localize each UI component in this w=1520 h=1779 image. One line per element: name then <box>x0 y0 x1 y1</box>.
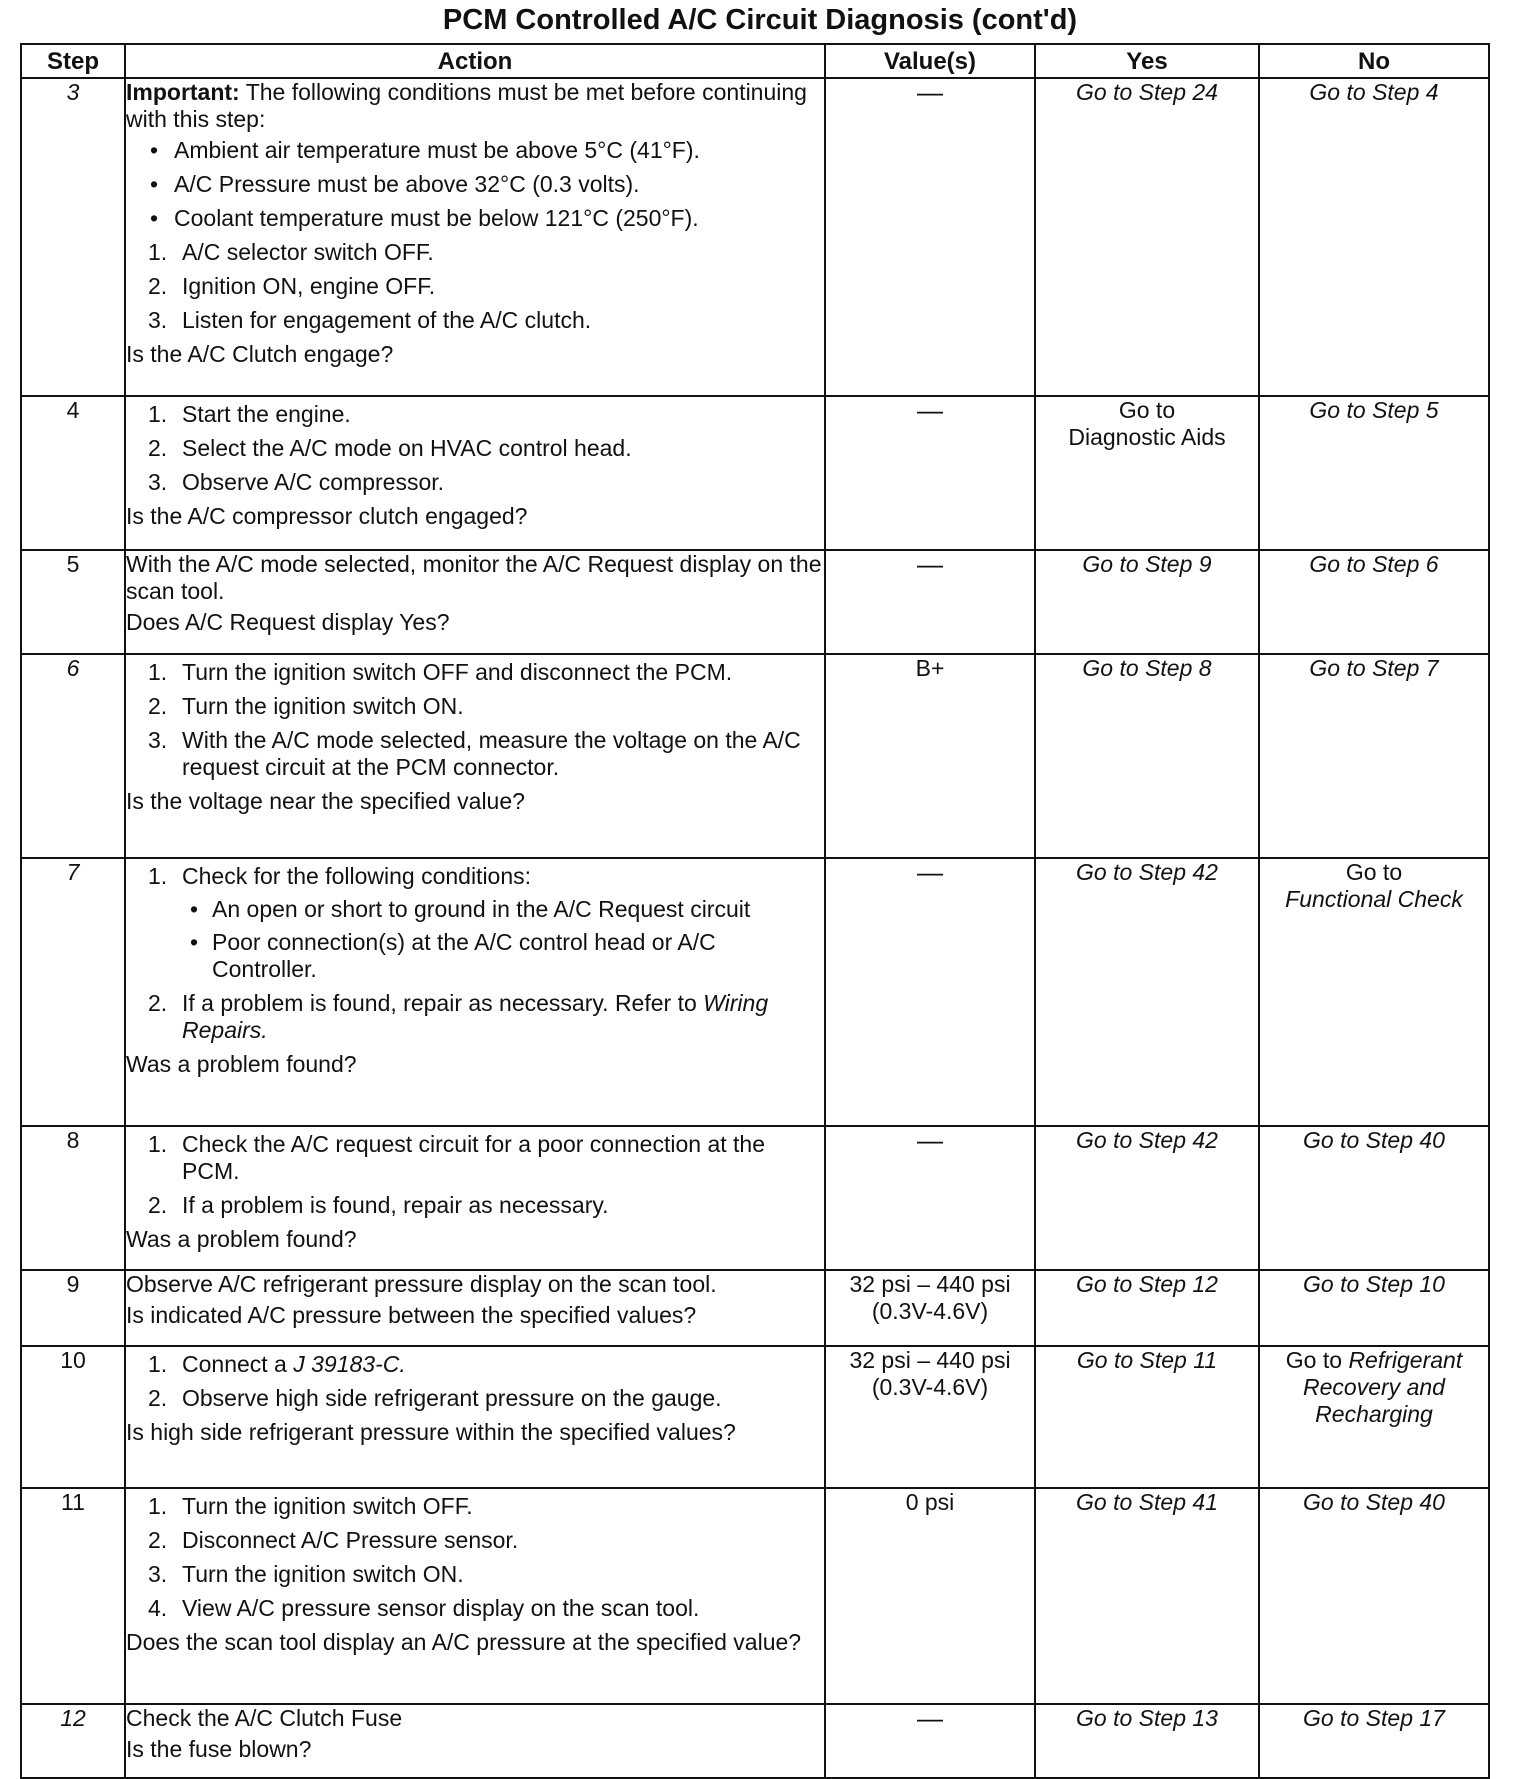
goto-link[interactable]: Go to Step 42 <box>1076 1127 1218 1153</box>
important-label: Important: <box>126 79 240 105</box>
question: Is the A/C Clutch engage? <box>126 341 394 367</box>
table-header-row <box>21 44 1489 78</box>
yes-cell <box>1035 78 1259 396</box>
value-cell: — <box>825 78 1035 396</box>
no-cell <box>1259 1704 1489 1778</box>
procedure-list <box>148 401 824 496</box>
question: Is the voltage near the specified value? <box>126 788 525 814</box>
no-cell <box>1259 550 1489 654</box>
step-number: 6 <box>21 654 125 858</box>
step-number: 5 <box>21 550 125 654</box>
goto-link[interactable]: Go to Step 41 <box>1076 1489 1218 1515</box>
yes-cell <box>1035 858 1259 1126</box>
step-number: 4 <box>21 396 125 550</box>
yes-cell <box>1035 550 1259 654</box>
value-cell: — <box>825 1704 1035 1778</box>
step-number: 11 <box>21 1488 125 1704</box>
no-cell <box>1259 396 1489 550</box>
header-yes: Yes <box>1035 44 1259 78</box>
no-cell <box>1259 78 1489 396</box>
list-item: • Coolant temperature must be below 121°C (250°F). <box>148 205 824 232</box>
yes-cell <box>1035 1488 1259 1704</box>
header-values: Value(s) <box>825 44 1035 78</box>
instruction: Observe A/C refrigerant pressure display on the scan tool. <box>126 1271 717 1297</box>
question: Is indicated A/C pressure between the specified values? <box>126 1302 697 1328</box>
value-cell: — <box>825 1126 1035 1270</box>
action-cell <box>125 1488 825 1704</box>
table-row <box>21 1270 1489 1346</box>
goto-link[interactable]: Go to Step 40 <box>1303 1127 1445 1153</box>
table-row <box>21 1704 1489 1778</box>
action-cell <box>125 654 825 858</box>
table-row <box>21 78 1489 396</box>
value-cell: B+ <box>825 654 1035 858</box>
goto-link[interactable]: Go to Step 42 <box>1076 859 1218 885</box>
no-cell <box>1259 1126 1489 1270</box>
list-item: 2. If a problem is found, repair as necessary. Refer to Wiring Repairs. <box>148 990 769 1043</box>
action-cell <box>125 1704 825 1778</box>
header-no: No <box>1259 44 1489 78</box>
list-item: 1. Turn the ignition switch OFF. <box>148 1493 473 1519</box>
goto-link[interactable]: Go to Step 6 <box>1309 551 1439 577</box>
action-cell <box>125 550 825 654</box>
condition-list <box>148 137 824 232</box>
action-cell <box>125 858 825 1126</box>
question: Was a problem found? <box>126 1051 357 1077</box>
list-item: 4. View A/C pressure sensor display on the scan tool. <box>148 1595 700 1621</box>
yes-cell <box>1035 1270 1259 1346</box>
step-number: 8 <box>21 1126 125 1270</box>
goto-link[interactable]: Go to Step 12 <box>1076 1271 1218 1297</box>
goto-link[interactable]: Go to Step 5 <box>1309 397 1439 423</box>
table-row <box>21 858 1489 1126</box>
question: Is high side refrigerant pressure within the specified values? <box>126 1419 736 1445</box>
no-cell <box>1259 858 1489 1126</box>
procedure-list <box>148 1493 824 1622</box>
table-row <box>21 396 1489 550</box>
list-item: • An open or short to ground in the A/C Request circuit <box>182 896 824 923</box>
value-cell: 32 psi – 440 psi (0.3V-4.6V) <box>825 1270 1035 1346</box>
value-cell: 0 psi <box>825 1488 1035 1704</box>
goto-link[interactable]: Go to Step 7 <box>1309 655 1439 681</box>
step-number: 12 <box>21 1704 125 1778</box>
no-cell <box>1259 1270 1489 1346</box>
goto-link[interactable]: Go to Step 4 <box>1309 79 1439 105</box>
instruction: With the A/C mode selected, monitor the A/C Request display on the scan tool. <box>126 551 822 604</box>
procedure-list <box>148 863 824 1044</box>
yes-cell <box>1035 1346 1259 1488</box>
tool-reference: J 39183-C. <box>293 1351 406 1377</box>
action-cell <box>125 1270 825 1346</box>
list-item: 1. Check for the following conditions: • An open or short to ground in the A/C Request circuit • Poor connection(s) at the A/C control head or A/C Controller. <box>148 863 824 983</box>
condition-list <box>182 896 824 983</box>
goto-link[interactable]: Go to Step 9 <box>1082 551 1212 577</box>
question: Is the fuse blown? <box>126 1736 312 1762</box>
goto-link[interactable]: Go to Step 40 <box>1303 1489 1445 1515</box>
list-item: 1. Turn the ignition switch OFF and disconnect the PCM. <box>148 659 733 685</box>
list-item: • Ambient air temperature must be above 5°C (41°F). <box>148 137 824 164</box>
procedure-list <box>148 1351 824 1412</box>
step-number: 7 <box>21 858 125 1126</box>
header-step: Step <box>21 44 125 78</box>
goto-link[interactable]: Go to Step 17 <box>1303 1705 1445 1731</box>
list-item: 3. Observe A/C compressor. <box>148 469 445 495</box>
list-item: 2. Turn the ignition switch ON. <box>148 693 464 719</box>
important-text: The following conditions must be met before continuing with this step: <box>126 79 807 132</box>
yes-cell <box>1035 1704 1259 1778</box>
table-row <box>21 1488 1489 1704</box>
goto-link[interactable]: Go to Refrigerant Recovery and Recharging <box>1285 1347 1463 1427</box>
goto-link[interactable]: Go to Step 24 <box>1076 79 1218 105</box>
table-row <box>21 550 1489 654</box>
question: Does A/C Request display Yes? <box>126 609 450 635</box>
no-cell <box>1259 654 1489 858</box>
yes-cell <box>1035 1126 1259 1270</box>
list-item: 1. Start the engine. <box>148 401 351 427</box>
goto-link[interactable]: Go to Step 11 <box>1076 1347 1218 1373</box>
action-cell <box>125 1126 825 1270</box>
no-cell <box>1259 1488 1489 1704</box>
procedure-list <box>148 239 824 334</box>
table-row <box>21 1126 1489 1270</box>
goto-link[interactable]: Go to Step 10 <box>1303 1271 1445 1297</box>
table-row <box>21 654 1489 858</box>
table-row <box>21 1346 1489 1488</box>
action-cell <box>125 396 825 550</box>
list-item: 1. Check the A/C request circuit for a poor connection at the PCM. <box>148 1131 765 1184</box>
list-item: • Poor connection(s) at the A/C control head or A/C Controller. <box>182 929 824 983</box>
list-item: • A/C Pressure must be above 32°C (0.3 volts). <box>148 171 824 198</box>
list-item: 2. Select the A/C mode on HVAC control head. <box>148 435 632 461</box>
step-number: 9 <box>21 1270 125 1346</box>
list-item: 3. Listen for engagement of the A/C clutch. <box>148 307 592 333</box>
goto-link[interactable]: Go to Step 8 <box>1082 655 1212 681</box>
list-item: 2. If a problem is found, repair as necessary. <box>148 1192 609 1218</box>
header-action: Action <box>125 44 825 78</box>
yes-cell <box>1035 654 1259 858</box>
question: Is the A/C compressor clutch engaged? <box>126 503 528 529</box>
question: Does the scan tool display an A/C pressure at the specified value? <box>126 1629 802 1655</box>
instruction: Check the A/C Clutch Fuse <box>126 1705 403 1731</box>
wiring-repairs-link[interactable]: Wiring Repairs. <box>182 990 769 1043</box>
list-item: 3. Turn the ignition switch ON. <box>148 1561 464 1587</box>
diagnosis-table <box>20 43 1490 1779</box>
list-item: 1. A/C selector switch OFF. <box>148 239 434 265</box>
important-note <box>126 79 824 133</box>
list-item: 2. Disconnect A/C Pressure sensor. <box>148 1527 519 1553</box>
question: Was a problem found? <box>126 1226 357 1252</box>
action-cell <box>125 78 825 396</box>
value-cell: — <box>825 396 1035 550</box>
step-number: 10 <box>21 1346 125 1488</box>
list-item: 2. Observe high side refrigerant pressure on the gauge. <box>148 1385 722 1411</box>
step-number: 3 <box>21 78 125 396</box>
goto-link[interactable]: Go to Diagnostic Aids <box>1068 397 1226 450</box>
value-cell: 32 psi – 440 psi (0.3V-4.6V) <box>825 1346 1035 1488</box>
goto-link[interactable]: Go to Functional Check <box>1285 859 1463 912</box>
goto-link[interactable]: Go to Step 13 <box>1076 1705 1218 1731</box>
value-cell: — <box>825 550 1035 654</box>
list-item: 2. Ignition ON, engine OFF. <box>148 273 436 299</box>
yes-cell <box>1035 396 1259 550</box>
no-cell <box>1259 1346 1489 1488</box>
page-title: PCM Controlled A/C Circuit Diagnosis (cont'd) <box>442 4 1078 36</box>
list-item: 1. Connect a J 39183-C. <box>148 1351 406 1377</box>
procedure-list <box>148 659 824 781</box>
list-item: 3. With the A/C mode selected, measure the voltage on the A/C request circuit at the PCM connector. <box>148 727 801 780</box>
action-cell <box>125 1346 825 1488</box>
value-cell: — <box>825 858 1035 1126</box>
procedure-list <box>148 1131 824 1219</box>
